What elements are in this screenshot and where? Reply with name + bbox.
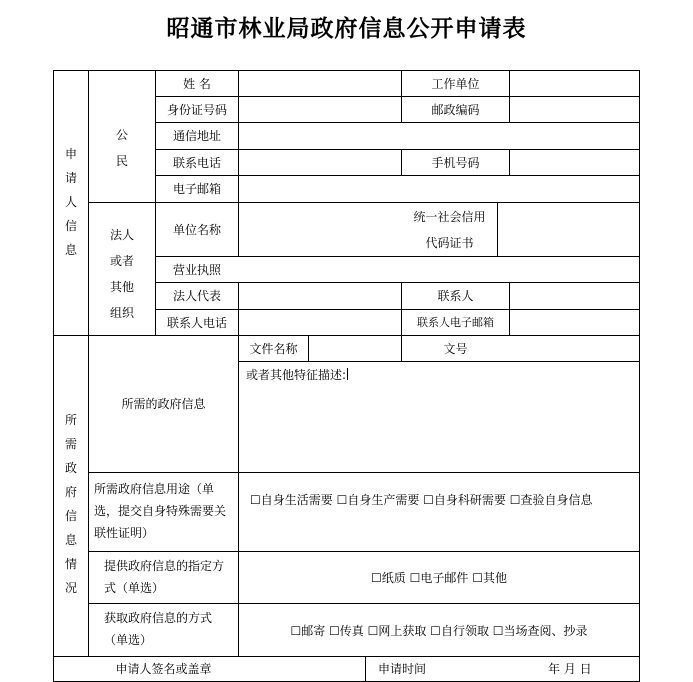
mobile-field[interactable]: [510, 150, 639, 175]
org-group-label: 法人或者其他组织: [109, 228, 134, 320]
col-line: [365, 656, 366, 682]
work-unit-field[interactable]: [510, 71, 639, 96]
delivery-method-label: 提供政府信息的指定方式（单选）: [104, 559, 225, 595]
col-line: [238, 335, 239, 656]
mobile-label: 手机号码: [431, 156, 480, 170]
legal-rep-field[interactable]: [239, 283, 401, 309]
row-line: [88, 603, 640, 604]
credit-code-label-line2: 代码证书: [425, 236, 474, 250]
credit-code-label-line1: 统一社会信用: [413, 210, 486, 224]
postcode-label: 邮政编码: [431, 103, 480, 117]
work-unit-label: 工作单位: [431, 77, 480, 91]
phone-label: 联系电话: [172, 156, 221, 170]
border-left: [53, 70, 54, 682]
doc-no-label: 文号: [443, 342, 468, 356]
doc-name-label: 文件名称: [249, 342, 298, 356]
border-right: [639, 70, 640, 682]
obtain-method-label: 获取政府信息的方式（单选）: [104, 611, 213, 647]
contact-phone-label: 联系人电话: [166, 316, 227, 330]
license-field[interactable]: [239, 257, 639, 282]
contact-email-label: 联系人电子邮箱: [417, 316, 494, 329]
delivery-method-options[interactable]: ☐纸质 ☐电子邮件 ☐其他: [371, 571, 507, 585]
other-features-label: 或者其他特征描述:: [246, 368, 347, 382]
postcode-field[interactable]: [510, 97, 639, 122]
id-number-label: 身份证号码: [166, 103, 227, 117]
text-cursor: [347, 368, 348, 380]
required-info-section-label: 所需政府信息情况: [64, 413, 77, 595]
license-label: 营业执照: [172, 263, 221, 277]
applicant-info-label: 申请人信息: [64, 147, 77, 257]
purpose-options[interactable]: ☐自身生活需要 ☐自身生产需要 ☐自身科研需要 ☐查验自身信息: [250, 493, 593, 507]
citizen-group-label: 公民: [115, 128, 128, 168]
contact-email-field[interactable]: [510, 310, 639, 335]
id-number-field[interactable]: [239, 97, 401, 122]
credit-code-field[interactable]: [498, 203, 639, 256]
apply-time-label: 申请时间: [378, 662, 427, 676]
signature-field[interactable]: [239, 657, 365, 681]
apply-date-field[interactable]: 年 月 日: [548, 662, 592, 676]
row-line: [238, 361, 640, 362]
purpose-label: 所需政府信息用途（单选，提交自身特殊需要关联性证明）: [94, 482, 227, 540]
address-label: 通信地址: [172, 129, 221, 143]
contact-phone-field[interactable]: [239, 310, 401, 335]
doc-name-field[interactable]: [309, 336, 401, 361]
row-line: [88, 551, 640, 552]
name-field[interactable]: [239, 71, 401, 96]
email-label: 电子邮箱: [172, 182, 221, 196]
phone-field[interactable]: [239, 150, 401, 175]
email-field[interactable]: [239, 176, 639, 202]
row-line: [88, 472, 640, 473]
obtain-method-options[interactable]: ☐邮寄 ☐传真 ☐网上获取 ☐自行领取 ☐当场查阅、抄录: [290, 624, 588, 638]
name-label: 姓 名: [183, 77, 211, 91]
doc-no-field[interactable]: [510, 336, 639, 361]
form-title: 昭通市林业局政府信息公开申请表: [166, 15, 527, 42]
address-field[interactable]: [239, 123, 639, 149]
other-features-field[interactable]: [246, 368, 348, 382]
contact-label: 联系人: [437, 289, 474, 303]
signature-label: 申请人签名或盖章: [115, 662, 212, 676]
contact-field[interactable]: [510, 283, 639, 309]
legal-rep-label: 法人代表: [172, 289, 221, 303]
unit-name-label: 单位名称: [172, 223, 221, 237]
required-info-label: 所需的政府信息: [121, 397, 206, 411]
